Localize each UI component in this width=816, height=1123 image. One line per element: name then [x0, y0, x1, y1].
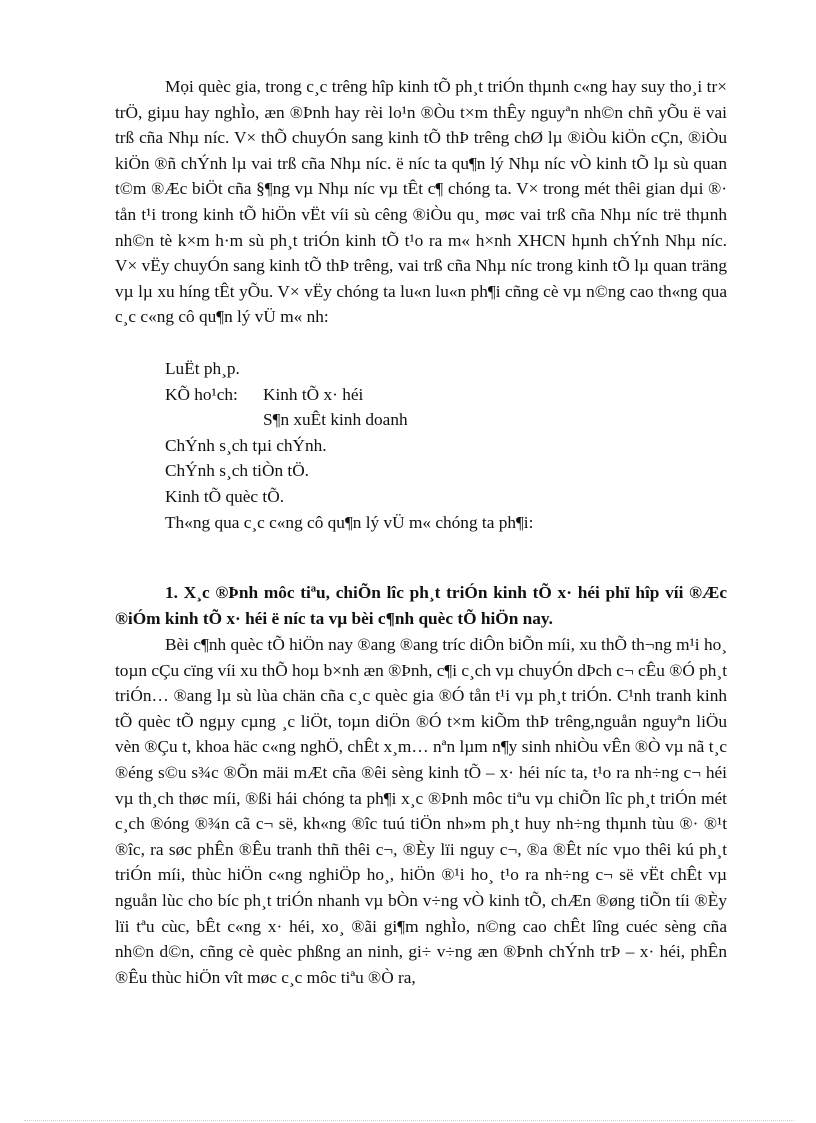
list-item: LuËt ph¸p. — [165, 359, 240, 378]
list-item: Th«ng qua c¸c c«ng cô qu¶n lý vÜ m« chóng ta ph¶i: — [165, 512, 534, 532]
list-subitem: Kinh tÕ x· héi — [263, 384, 364, 404]
management-tools-list — [165, 356, 725, 535]
paragraph-intro: Mọi quèc gia, trong c¸c trêng hîp kinh tÕ ph¸t triÓn thµnh c«ng hay suy tho¸i tr× trÖ, giµu hay nghÌo, æn ®Þnh hay rèi lo¹n ®Òu t×m thÊy nguyªn nh©n chñ yÕu ë vai trß cña Nhµ níc. V× thÕ chuyÓn sang kinh tÕ thÞ trêng chØ lµ ®iÒu kiÖn cÇn, ®iÒu kiÖn ®ñ chÝnh lµ vai trß cña Nhµ níc. ë níc ta qu¶n lý Nhµ níc vÒ kinh tÕ lµ sù quan t©m ®Æc biÖt cña §¶ng vµ Nhµ níc vµ tÊt c¶ chóng ta. V× trong mét thêi gian dµi ®· tån t¹i trong kinh tÕ hiÖn vËt víi sù cêng ®iÒu qu¸ møc vai trß cña Nhµ níc trë thµnh nh©n tè k×m h·m sù ph¸t triÓn kinh tÕ t¹o ra m« h×nh XHCN hµnh chÝnh Nhµ níc. V× vËy chuyÓn sang kinh tÕ thÞ trêng, vai trß cña Nhµ níc trong kinh tÕ lµ quan träng vµ lµ xu híng tÊt yÕu. V× vËy chóng ta lu«n lu«n ph¶i cñng cè vµ n©ng cao th«ng qua c¸c c«ng cô qu¶n lý vÜ m« nh: — [115, 77, 727, 327]
list-subitem: S¶n xuÊt kinh doanh — [263, 410, 408, 430]
list-item-label: KÕ ho¹ch: — [165, 384, 238, 404]
page-bottom-divider — [24, 1120, 794, 1121]
list-item: ChÝnh s¸ch tiÒn tÖ. — [165, 461, 310, 481]
list-item-plan — [165, 382, 725, 408]
section-heading: 1. X¸c ®Þnh môc tiªu, chiÕn lîc ph¸t triÓn kinh tÕ x· héi phï hîp víi ®Æc ®iÓm kinh tÕ x· héi ë níc ta vµ bèi c¶nh quèc tÕ hiÖn nay. — [115, 583, 727, 628]
list-item: Kinh tÕ quèc tÕ. — [165, 486, 285, 506]
paragraph-context: Bèi c¶nh quèc tÕ hiÖn nay ®ang ®ang tríc diÔn biÕn míi, xu thÕ th¬ng m¹i ho¸ toµn cÇu cïng víi xu thÕ hoµ b×nh æn ®Þnh, c¶i c¸ch vµ chuyÓn dÞch c¬ cÊu ®Ó ph¸t triÓn… ®ang lµ sù lùa chän cña c¸c quèc gia ®Ó tån t¹i vµ ph¸t triÓn. C¹nh tranh kinh tÕ quèc tÕ ngµy cµng ¸c liÖt, toµn diÖn ®Ó t×m kiÕm thÞ trêng,nguån nguyªn liÖu vèn ®Çu t, khoa häc c«ng nghÖ, chÊt x¸m… nªn lµm n¶y sinh nhiÒu vÊn ®Ò vµ nã t¸c ®éng s©u s¾c ®Õn mäi mÆt cña ®êi sèng kinh tÕ – x· héi níc ta, t¹o ra nh÷ng c¬ héi vµ th¸ch thøc míi, ®ßi hái chóng ta ph¶i x¸c ®Þnh môc tiªu vµ chiÕn lîc ph¸t triÓn mét c¸ch ®óng ®¾n cã c¬ së, kh«ng ®îc tuú tiÖn nh»m ph¸t huy nh÷ng thµnh tùu ®· ®¹t ®îc, ra søc phÊn ®Êu tranh thñ thêi c¬, ®Èy lïi nguy c¬, ®a ®Êt níc vµo thêi kú ph¸t triÓn míi, thùc hiÖn c«ng nghiÖp ho¸, hiÖn ®¹i ho¸ t¹o ra nh÷ng c¬ së vËt chÊt vµ nguån lùc cho bíc ph¸t triÓn nhanh vµ bÒn v÷ng vÒ kinh tÕ, chÆn ®øng tiÕn tíi ®Èy lïi tªu cùc, bÊt c«ng x· héi, xo¸ ®ãi gi¶m nghÌo, n©ng cao chÊt lîng cuéc sèng cña nh©n d©n, cñng cè quèc phßng an ninh, gi÷ v÷ng æn ®Þnh chÝnh trÞ – x· héi, phÊn ®Êu thùc hiÖn vît møc c¸c môc tiªu ®Ò ra, — [115, 635, 727, 987]
list-item: ChÝnh s¸ch tµi chÝnh. — [165, 435, 327, 455]
